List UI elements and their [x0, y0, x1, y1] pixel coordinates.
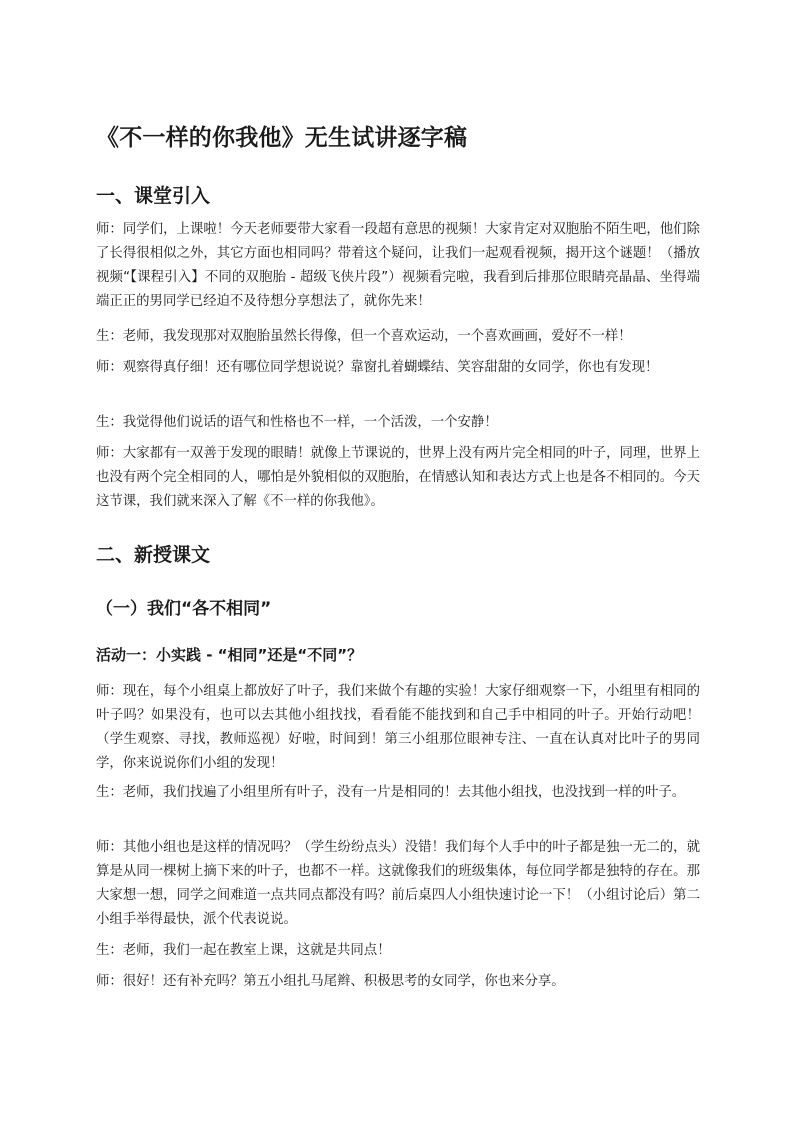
document-title: 《不一样的你我他》无生试讲逐字稿 — [96, 125, 468, 151]
paragraph-activity-3: 师：其他小组也是这样的情况吗？（学生纷纷点头）没错！我们每个人手中的叶子都是独一无二的，就算是从同一棵树上摘下来的叶子，也都不一样。这就像我们的班级集体，每位同学都是独特的存在。那大家想一想，同学之间难道一点共同点都没有吗？前后桌四人小组快速讨论一下！（小组讨论后）第二小组手举得最快，派个代表说说。 — [96, 840, 700, 927]
paragraph-activity-2: 生：老师，我们找遍了小组里所有叶子，没有一片是相同的！去其他小组找，也没找到一样的叶子。 — [96, 785, 686, 800]
section-heading-new-lesson: 二、新授课文 — [96, 544, 211, 566]
section-heading-intro: 一、课堂引入 — [96, 185, 211, 207]
paragraph-intro-4: 生：我觉得他们说话的语气和性格也不一样，一个活泼，一个安静！ — [96, 415, 498, 430]
subsection-heading: （一）我们“各不相同” — [96, 599, 272, 619]
paragraph-activity-5: 师：很好！还有补充吗？第五小组扎马尾辫、积极思考的女同学，你也来分享。 — [96, 974, 565, 989]
paragraph-intro-1: 师：同学们，上课啦！今天老师要带大家看一段超有意思的视频！大家肯定对双胞胎不陌生吧，他们除了长得很相似之外，其它方面也相同吗？带着这个疑问，让我们一起观看视频，揭开这个谜题！（播放视频“【课程引入】不同的双胞胎 - 超级飞侠片段”）视频看完啦，我看到后排那位眼睛亮晶晶、坐得端端正正的男同学已经迫不及待想分享想法了，就你先来！ — [96, 222, 700, 309]
paragraph-activity-4: 生：老师，我们一起在教室上课，这就是共同点！ — [96, 943, 391, 958]
paragraph-intro-2: 生：老师，我发现那对双胞胎虽然长得像，但一个喜欢运动，一个喜欢画画，爱好不一样！ — [96, 329, 632, 344]
paragraph-activity-1: 师：现在，每个小组桌上都放好了叶子，我们来做个有趣的实验！大家仔细观察一下，小组里有相同的叶子吗？如果没有，也可以去其他小组找找，看看能不能找到和自己手中相同的叶子。开始行动吧！（学生观察、寻找，教师巡视）好啦，时间到！第三小组那位眼神专注、一直在认真对比叶子的男同学，你来说说你们小组的发现！ — [96, 684, 700, 771]
paragraph-intro-5: 师：大家都有一双善于发现的眼睛！就像上节课说的，世界上没有两片完全相同的叶子，同理，世界上也没有两个完全相同的人，哪怕是外貌相似的双胞胎，在情感认知和表达方式上也是各不相同的。今天这节课，我们就来深入了解《不一样的你我他》。 — [96, 446, 700, 509]
paragraph-intro-3: 师：观察得真仔细！还有哪位同学想说说？靠窗扎着蝴蝶结、笑容甜甜的女同学，你也有发现！ — [96, 360, 659, 375]
activity-heading: 活动一：小实践 - “相同”还是“不同”？ — [96, 646, 363, 664]
